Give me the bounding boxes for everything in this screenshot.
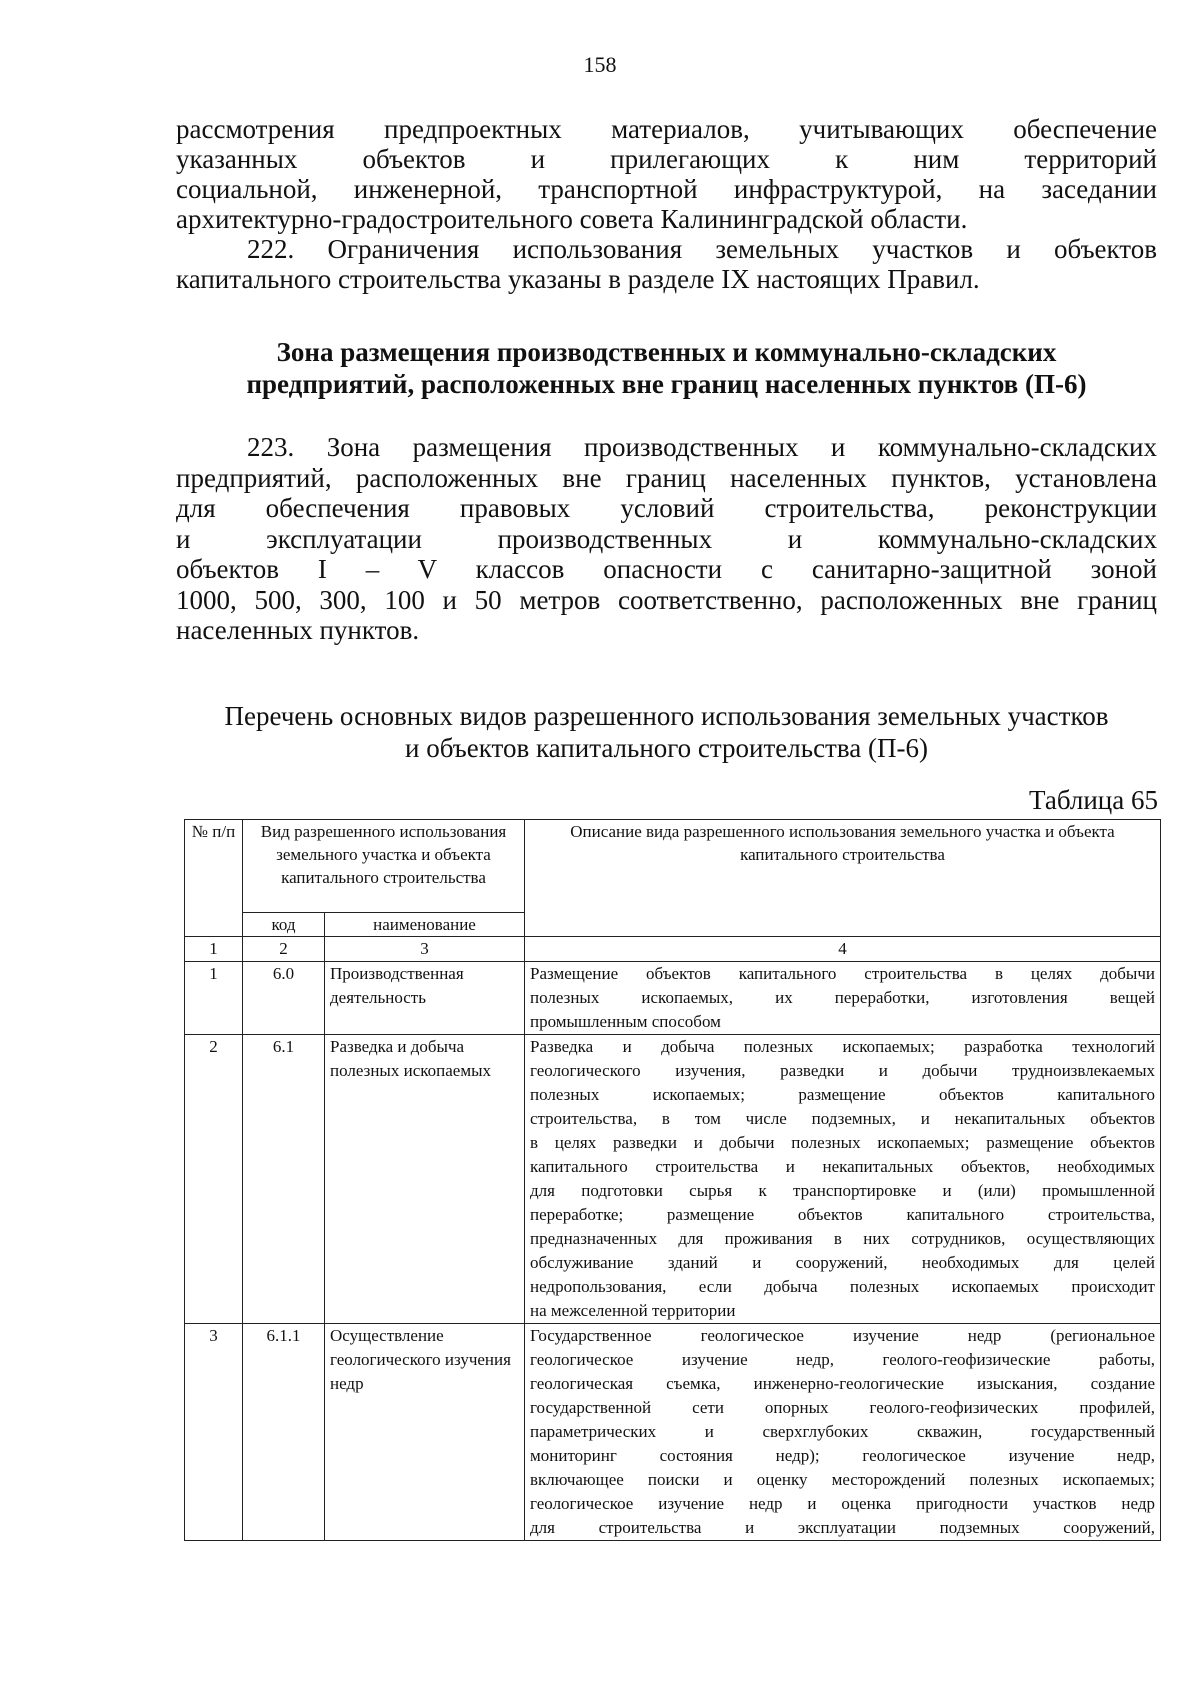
description-line: полезных ископаемых, их переработки, изготовления вещей: [530, 988, 1155, 1007]
text-line: и эксплуатации производственных и коммунально-складских: [176, 523, 1157, 554]
paragraph-222-line: 222. Ограничения использования земельных участков и объектов: [247, 234, 1157, 264]
text-line: предприятий, расположенных вне границ населенных пунктов, установлена: [176, 462, 1157, 493]
description-line: Государственное геологическое изучение недр (региональное: [530, 1326, 1155, 1345]
description-line: промышленным способом: [530, 1012, 721, 1031]
description-line: для подготовки сырья к транспортировке и (или) промышленной: [530, 1181, 1155, 1200]
description-line: переработке; размещение объектов капитального строительства,: [530, 1205, 1155, 1224]
row-description: [525, 1035, 1161, 1324]
paragraph-223: [176, 432, 1157, 646]
description-line: геологическое изучение недр и оценка пригодности участков недр: [530, 1494, 1155, 1513]
description-line: параметрических и сверхглубоких скважин, государственный: [530, 1422, 1155, 1441]
description-line: обслуживание зданий и сооружений, необходимых для целей: [530, 1253, 1155, 1272]
row-num: 3: [185, 1324, 243, 1541]
description-line: строительства, в том числе подземных, и некапитальных объектов: [530, 1109, 1155, 1128]
row-code: 6.0: [243, 962, 325, 1035]
table-label: Таблица 65: [1029, 785, 1158, 815]
text-line: рассмотрения предпроектных материалов, учитывающих обеспечение: [176, 114, 1157, 144]
list-title: [176, 700, 1157, 764]
description-line: для строительства и эксплуатации подземных сооружений,: [530, 1518, 1155, 1537]
column-number: 1: [185, 937, 243, 962]
row-name: Производственная деятельность: [325, 962, 525, 1035]
column-number: 2: [243, 937, 325, 962]
table-header-row: [185, 820, 1161, 913]
row-name: Осуществление геологического изучения недр: [325, 1324, 525, 1541]
permitted-use-table: [184, 819, 1161, 1541]
text-line: 1000, 500, 300, 100 и 50 метров соответственно, расположенных вне границ: [176, 584, 1157, 615]
text-line: населенных пунктов.: [176, 615, 420, 645]
header-kod: код: [243, 913, 325, 937]
text-line: социальной, инженерной, транспортной инфраструктурой, на заседании: [176, 174, 1157, 204]
description-line: геологического изучения, разведки и добычи трудноизвлекаемых: [530, 1061, 1155, 1080]
row-num: 2: [185, 1035, 243, 1324]
header-naimenovanie: наименование: [325, 913, 525, 937]
row-description: [525, 962, 1161, 1035]
column-number: 4: [525, 937, 1161, 962]
description-line: капитального строительства и некапитальных объектов, необходимых: [530, 1157, 1155, 1176]
row-description: [525, 1324, 1161, 1541]
column-number: 3: [325, 937, 525, 962]
description-line: геологическая съемка, инженерно-геологические изыскания, создание: [530, 1374, 1155, 1393]
row-code: 6.1.1: [243, 1324, 325, 1541]
list-title-line: Перечень основных видов разрешенного использования земельных участков: [224, 701, 1109, 731]
heading-line: предприятий, расположенных вне границ населенных пунктов (П-6): [246, 369, 1087, 399]
table-row: [185, 962, 1161, 1035]
description-line: на межселенной территории: [530, 1301, 736, 1320]
header-num: № п/п: [185, 820, 243, 937]
column-numbers-row: [185, 937, 1161, 962]
header-opisanie: Описание вида разрешенного использования земельного участка и объекта капитального строительства: [525, 820, 1161, 937]
table-row: [185, 1035, 1161, 1324]
intro-paragraph: [176, 114, 1157, 294]
text-line: для обеспечения правовых условий строительства, реконструкции: [176, 493, 1157, 523]
description-line: Разведка и добыча полезных ископаемых; разработка технологий: [530, 1037, 1155, 1056]
paragraph-222-line: капитального строительства указаны в разделе IX настоящих Правил.: [176, 264, 980, 294]
text-line: 223. Зона размещения производственных и коммунально-складских: [247, 432, 1157, 462]
text-line: объектов I – V классов опасности с санитарно-защитной зоной: [176, 554, 1157, 584]
row-name: Разведка и добыча полезных ископаемых: [325, 1035, 525, 1324]
description-line: недропользования, если добыча полезных ископаемых происходит: [530, 1277, 1155, 1296]
row-num: 1: [185, 962, 243, 1035]
description-line: государственной сети опорных геолого-геофизических профилей,: [530, 1398, 1155, 1417]
row-code: 6.1: [243, 1035, 325, 1324]
description-line: предназначенных для проживания в них сотрудников, осуществляющих: [530, 1229, 1155, 1248]
list-title-line: и объектов капитального строительства (П-6): [405, 733, 928, 763]
description-line: Размещение объектов капитального строительства в целях добычи: [530, 964, 1155, 983]
description-line: полезных ископаемых; размещение объектов капитального: [530, 1085, 1155, 1104]
zone-heading: [176, 336, 1157, 400]
description-line: в целях разведки и добычи полезных ископаемых; размещение объектов: [530, 1133, 1155, 1152]
text-line: указанных объектов и прилегающих к ним территорий: [176, 144, 1157, 174]
heading-line: Зона размещения производственных и коммунально-складских: [276, 337, 1057, 367]
page-number: 158: [583, 52, 617, 77]
description-line: мониторинг состояния недр); геологическое изучение недр,: [530, 1446, 1155, 1465]
description-line: включающее поиски и оценку месторождений полезных ископаемых;: [530, 1470, 1155, 1489]
text-line: архитектурно-градостроительного совета Калининградской области.: [176, 204, 968, 234]
description-line: геологическое изучение недр, геолого-геофизические работы,: [530, 1350, 1155, 1369]
table-row: [185, 1324, 1161, 1541]
header-vid: Вид разрешенного использования земельного участка и объекта капитального строительства: [243, 820, 525, 913]
